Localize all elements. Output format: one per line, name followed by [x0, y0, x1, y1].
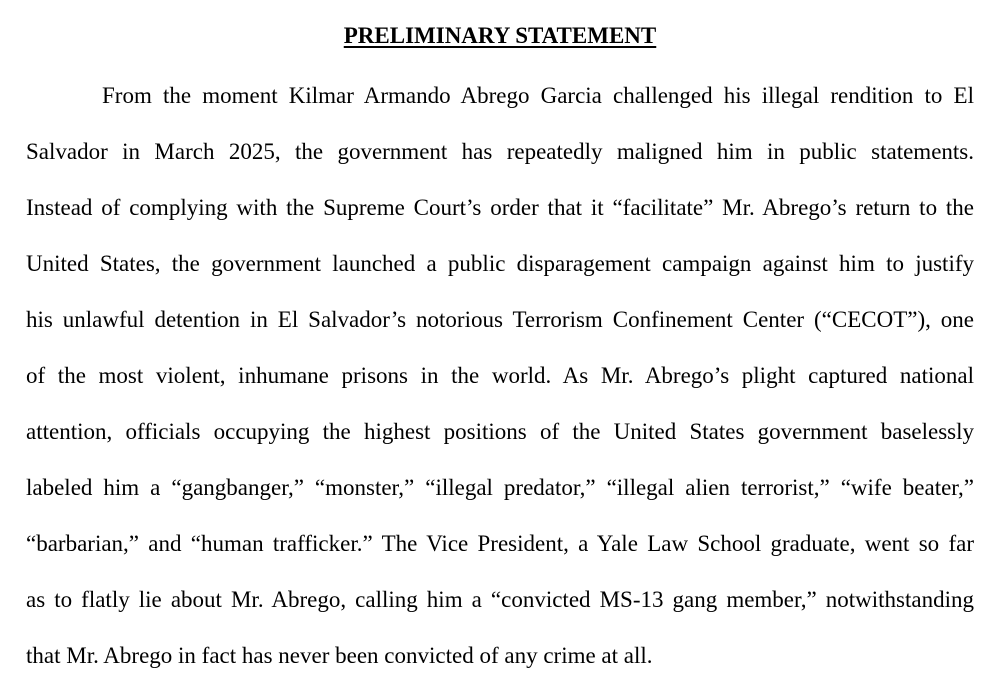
paragraph-line: that Mr. Abrego in fact has never been convicted of any crime at all. [26, 643, 653, 668]
paragraph-line: Instead of complying with the Supreme Court’s order that it “facilitate” Mr. Abrego’s return to the [26, 195, 974, 220]
paragraph-line: his unlawful detention in El Salvador’s notorious Terrorism Confinement Center (“CECOT”), one [26, 307, 974, 332]
paragraph-line: Salvador in March 2025, the government has repeatedly maligned him in public statements. [26, 139, 974, 164]
paragraph-line: “barbarian,” and “human trafficker.” The Vice President, a Yale Law School graduate, went so far [26, 531, 974, 556]
paragraph-line: as to flatly lie about Mr. Abrego, calling him a “convicted MS-13 gang member,” notwithstanding [26, 587, 974, 612]
paragraph-line: of the most violent, inhumane prisons in the world. As Mr. Abrego’s plight captured national [26, 363, 974, 388]
paragraph-line: United States, the government launched a public disparagement campaign against him to justify [26, 251, 974, 276]
paragraph-line: attention, officials occupying the highest positions of the United States government baselessly [26, 419, 974, 444]
section-heading [0, 20, 1000, 52]
section-heading-text: PRELIMINARY STATEMENT [343, 23, 657, 48]
paragraph-line: From the moment Kilmar Armando Abrego Garcia challenged his illegal rendition to El [102, 83, 974, 108]
paragraph-line: labeled him a “gangbanger,” “monster,” “illegal predator,” “illegal alien terrorist,” “wife beater,” [26, 475, 974, 500]
